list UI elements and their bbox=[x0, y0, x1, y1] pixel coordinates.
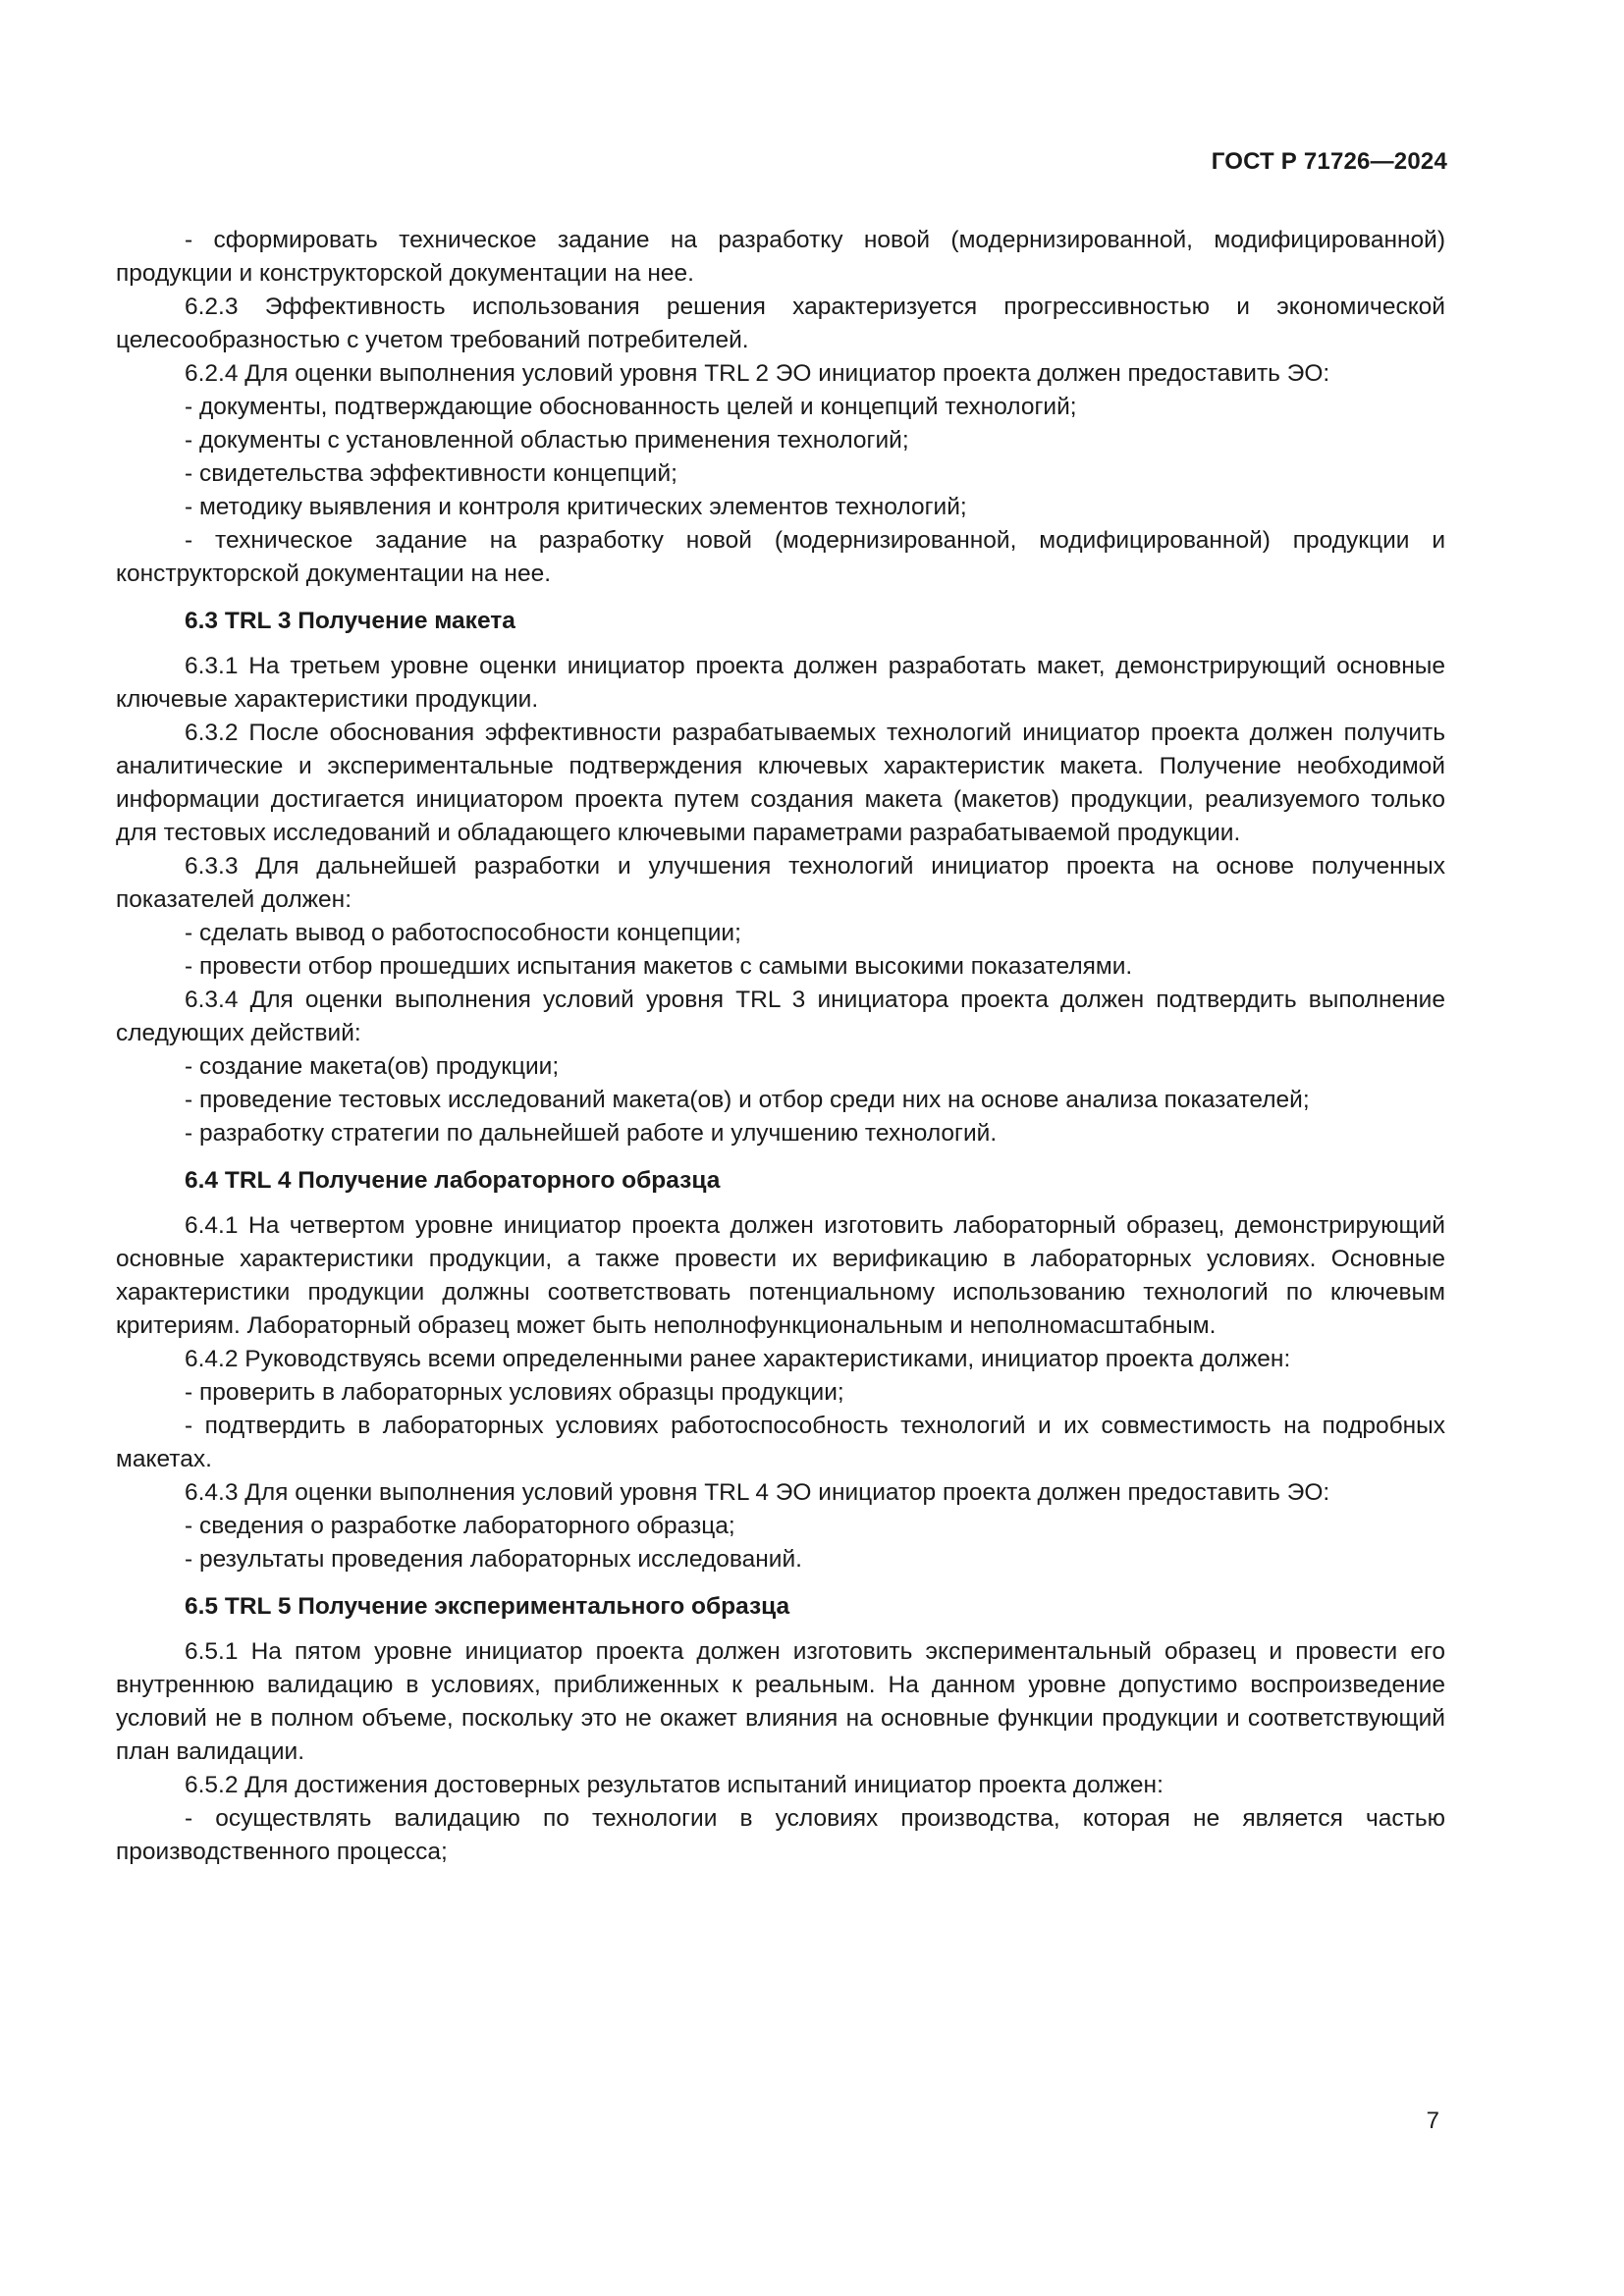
list-item: - осуществлять валидацию по технологии в условиях производства, которая не является частью производственного процесса; bbox=[116, 1805, 1445, 1865]
section-heading-6-4: 6.4 TRL 4 Получение лабораторного образца bbox=[185, 1167, 721, 1194]
list-item: - провести отбор прошедших испытания макетов с самыми высокими показателями. bbox=[185, 953, 1133, 980]
list-item: - документы, подтверждающие обоснованность целей и концепций технологий; bbox=[185, 394, 1077, 420]
list-item: - документы с установленной областью применения технологий; bbox=[185, 427, 909, 454]
page-body bbox=[116, 224, 1445, 1869]
paragraph: 6.4.2 Руководствуясь всеми определенными ранее характеристиками, инициатор проекта должен: bbox=[185, 1346, 1291, 1372]
list-item: - подтвердить в лабораторных условиях работоспособность технологий и их совместимость на подробных макетах. bbox=[116, 1413, 1445, 1472]
list-item: - сведения о разработке лабораторного образца; bbox=[185, 1513, 735, 1539]
list-item: - сформировать техническое задание на разработку новой (модернизированной, модифицированной) продукции и конструкторской документации на нее. bbox=[116, 227, 1445, 287]
paragraph: 6.5.2 Для достижения достоверных результатов испытаний инициатор проекта должен: bbox=[185, 1772, 1164, 1798]
document-code: ГОСТ Р 71726—2024 bbox=[1211, 148, 1447, 175]
paragraph: 6.3.3 Для дальнейшей разработки и улучшения технологий инициатор проекта на основе полученных показателей должен: bbox=[116, 853, 1445, 913]
section-heading-6-5: 6.5 TRL 5 Получение экспериментального образца bbox=[185, 1593, 790, 1620]
paragraph: 6.4.3 Для оценки выполнения условий уровня TRL 4 ЭО инициатор проекта должен предоставить ЭО: bbox=[185, 1479, 1330, 1506]
list-item: - проведение тестовых исследований макета(ов) и отбор среди них на основе анализа показателей; bbox=[185, 1087, 1310, 1113]
section-heading-6-3: 6.3 TRL 3 Получение макета bbox=[185, 608, 515, 634]
list-item: - результаты проведения лабораторных исследований. bbox=[185, 1546, 802, 1573]
list-item: - разработку стратегии по дальнейшей работе и улучшению технологий. bbox=[185, 1120, 998, 1147]
list-item: - техническое задание на разработку новой (модернизированной, модифицированной) продукции и конструкторской документации на нее. bbox=[116, 527, 1445, 587]
list-item: - свидетельства эффективности концепций; bbox=[185, 460, 677, 487]
paragraph: 6.3.4 Для оценки выполнения условий уровня TRL 3 инициатора проекта должен подтвердить выполнение следующих действий: bbox=[116, 987, 1445, 1046]
paragraph: 6.3.2 После обоснования эффективности разрабатываемых технологий инициатор проекта должен получить аналитические и экспериментальные подтверждения ключевых характеристик макета. Получение необходимой информации достигается инициатором проекта путем создания макета (макетов) продукции, реализуемого только для тестовых исследований и обладающего ключевыми параметрами разрабатываемой продукции. bbox=[116, 720, 1445, 846]
paragraph: 6.3.1 На третьем уровне оценки инициатор проекта должен разработать макет, демонстрирующий основные ключевые характеристики продукции. bbox=[116, 653, 1445, 713]
paragraph: 6.5.1 На пятом уровне инициатор проекта должен изготовить экспериментальный образец и провести его внутреннюю валидацию в условиях, приближенных к реальным. На данном уровне допустимо воспроизведение условий не в полном объеме, поскольку это не окажет влияния на основные функции продукции и соответствующий план валидации. bbox=[116, 1638, 1445, 1765]
list-item: - проверить в лабораторных условиях образцы продукции; bbox=[185, 1379, 844, 1406]
page-number: 7 bbox=[1426, 2108, 1439, 2134]
paragraph: 6.2.3 Эффективность использования решения характеризуется прогрессивностью и экономической целесообразностью с учетом требований потребителей. bbox=[116, 294, 1445, 353]
list-item: - сделать вывод о работоспособности концепции; bbox=[185, 920, 741, 946]
paragraph: 6.4.1 На четвертом уровне инициатор проекта должен изготовить лабораторный образец, демонстрирующий основные характеристики продукции, а также провести их верификацию в лабораторных условиях. Основные характеристики продукции должны соответствовать потенциальному использованию технологий по ключевым критериям. Лабораторный образец может быть неполнофункциональным и неполномасштабным. bbox=[116, 1212, 1445, 1339]
list-item: - создание макета(ов) продукции; bbox=[185, 1053, 560, 1080]
list-item: - методику выявления и контроля критических элементов технологий; bbox=[185, 494, 967, 520]
paragraph: 6.2.4 Для оценки выполнения условий уровня TRL 2 ЭО инициатор проекта должен предоставить ЭО: bbox=[185, 360, 1330, 387]
